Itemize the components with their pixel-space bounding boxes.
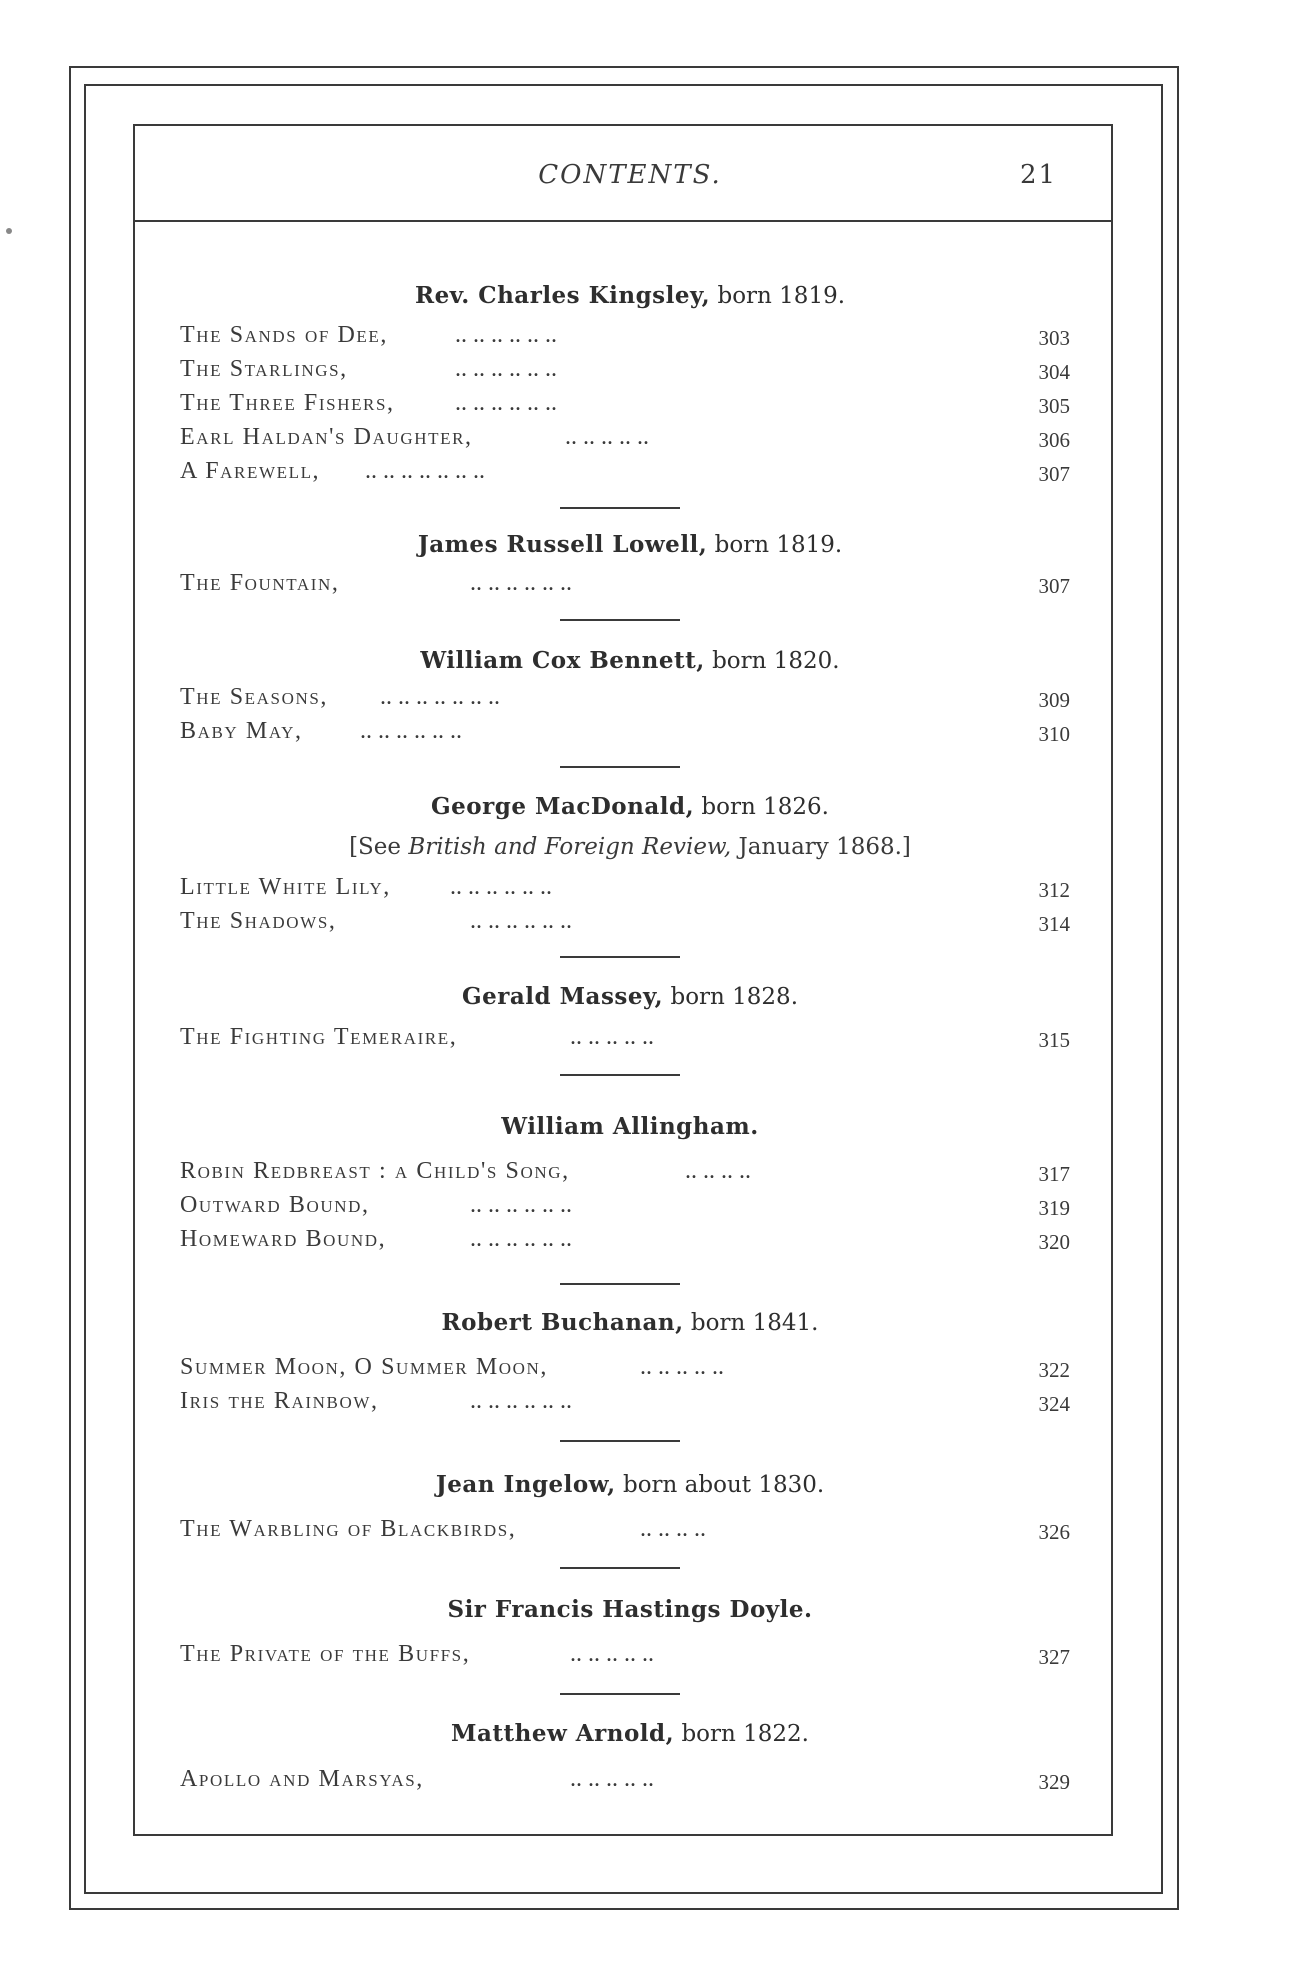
author-heading xyxy=(180,1596,1080,1623)
leader-dots: .. .. .. .. .. .. xyxy=(455,356,557,382)
author-born: born 1841. xyxy=(690,1310,819,1336)
leader-dots: .. .. .. .. .. .. xyxy=(360,718,462,744)
leader-dots: .. .. .. .. .. .. xyxy=(470,1388,572,1414)
entry-title: The Three Fishers, xyxy=(180,390,395,416)
section-rule xyxy=(560,1693,680,1695)
author-name: William Allingham. xyxy=(501,1113,759,1140)
entry-page: 314 xyxy=(1038,912,1070,936)
author-heading xyxy=(180,983,1080,1010)
entry-page: 322 xyxy=(1038,1358,1070,1382)
entry-title: Outward Bound, xyxy=(180,1192,370,1218)
entry-page: 324 xyxy=(1038,1392,1070,1416)
entry-title: The Fighting Temeraire, xyxy=(180,1024,458,1050)
entry-page: 305 xyxy=(1038,394,1070,418)
toc-entry[interactable] xyxy=(180,1226,1070,1256)
author-heading xyxy=(180,793,1080,820)
toc-entry[interactable] xyxy=(180,1192,1070,1222)
author-born: born 1828. xyxy=(670,984,799,1010)
author-name: James Russell Lowell, xyxy=(417,531,708,558)
entry-page: 320 xyxy=(1038,1230,1070,1254)
toc-entry[interactable] xyxy=(180,908,1070,938)
entry-page: 326 xyxy=(1038,1520,1070,1544)
leader-dots: .. .. .. .. xyxy=(685,1158,751,1184)
entry-title: Apollo and Marsyas, xyxy=(180,1766,424,1792)
entry-page: 307 xyxy=(1038,462,1070,486)
toc-entry[interactable] xyxy=(180,570,1070,600)
author-name: Rev. Charles Kingsley, xyxy=(414,282,711,309)
toc-entry[interactable] xyxy=(180,1641,1070,1671)
entry-page: 306 xyxy=(1038,428,1070,452)
section-rule xyxy=(560,1567,680,1569)
author-heading xyxy=(180,531,1080,558)
entry-page: 309 xyxy=(1038,688,1070,712)
toc-entry[interactable] xyxy=(180,874,1070,904)
author-born: born 1819. xyxy=(714,532,843,558)
author-name: Matthew Arnold, xyxy=(451,1720,675,1747)
leader-dots: .. .. .. .. .. xyxy=(565,424,649,450)
bibliographic-note xyxy=(180,834,1080,860)
author-name: Jean Ingelow, xyxy=(435,1471,616,1498)
author-name: Robert Buchanan, xyxy=(441,1309,684,1336)
leader-dots: .. .. .. .. .. xyxy=(640,1354,724,1380)
toc-entry[interactable] xyxy=(180,390,1070,420)
entry-page: 312 xyxy=(1038,878,1070,902)
author-born: born about 1830. xyxy=(622,1472,825,1498)
toc-entry[interactable] xyxy=(180,1024,1070,1054)
entry-title: Homeward Bound, xyxy=(180,1226,387,1252)
leader-dots: .. .. .. .. .. .. .. xyxy=(380,684,500,710)
section-rule xyxy=(560,619,680,621)
note-suffix: January 1868.] xyxy=(738,834,911,860)
leader-dots: .. .. .. .. xyxy=(640,1516,706,1542)
entry-page: 329 xyxy=(1038,1770,1070,1794)
section-rule xyxy=(560,1283,680,1285)
leader-dots: .. .. .. .. .. xyxy=(570,1641,654,1667)
header-rule xyxy=(133,220,1113,222)
entry-title: Summer Moon, O Summer Moon, xyxy=(180,1354,549,1380)
entry-page: 319 xyxy=(1038,1196,1070,1220)
toc-entry[interactable] xyxy=(180,1388,1070,1418)
author-born: born 1820. xyxy=(712,648,840,674)
section-rule xyxy=(560,766,680,768)
author-born: born 1819. xyxy=(717,283,846,309)
author-name: Sir Francis Hastings Doyle. xyxy=(447,1596,813,1623)
entry-title: The Sands of Dee, xyxy=(180,322,388,348)
toc-entry[interactable] xyxy=(180,1766,1070,1796)
author-name: Gerald Massey, xyxy=(461,983,664,1010)
author-name: George MacDonald, xyxy=(431,793,695,820)
leader-dots: .. .. .. .. .. .. xyxy=(450,874,552,900)
entry-title: The Shadows, xyxy=(180,908,337,934)
author-heading xyxy=(180,1471,1080,1498)
toc-entry[interactable] xyxy=(180,458,1070,488)
entry-title: Robin Redbreast : a Child's Song, xyxy=(180,1158,570,1184)
running-title: CONTENTS. xyxy=(538,160,722,190)
entry-page: 310 xyxy=(1038,722,1070,746)
entry-page: 317 xyxy=(1038,1162,1070,1186)
section-rule xyxy=(560,956,680,958)
leader-dots: .. .. .. .. .. .. xyxy=(470,908,572,934)
leader-dots: .. .. .. .. .. .. .. xyxy=(365,458,485,484)
note-publication: British and Foreign Review, xyxy=(408,834,732,860)
toc-entry[interactable] xyxy=(180,322,1070,352)
toc-entry[interactable] xyxy=(180,718,1070,748)
section-rule xyxy=(560,1440,680,1442)
toc-entry[interactable] xyxy=(180,684,1070,714)
margin-mark xyxy=(6,228,12,234)
entry-title: The Warbling of Blackbirds, xyxy=(180,1516,517,1542)
author-heading xyxy=(180,1113,1080,1140)
author-heading xyxy=(180,647,1080,674)
entry-title: The Fountain, xyxy=(180,570,340,596)
author-born: born 1822. xyxy=(681,1721,809,1747)
leader-dots: .. .. .. .. .. xyxy=(570,1024,654,1050)
author-born: born 1826. xyxy=(701,794,829,820)
toc-entry[interactable] xyxy=(180,1158,1070,1188)
entry-title: The Starlings, xyxy=(180,356,348,382)
page-number: 21 xyxy=(1020,160,1058,190)
author-heading xyxy=(180,1720,1080,1747)
entry-title: Little White Lily, xyxy=(180,874,391,900)
entry-title: Baby May, xyxy=(180,718,303,744)
leader-dots: .. .. .. .. .. .. xyxy=(470,1226,572,1252)
toc-entry[interactable] xyxy=(180,424,1070,454)
leader-dots: .. .. .. .. .. .. xyxy=(455,390,557,416)
entry-title: The Private of the Buffs, xyxy=(180,1641,471,1667)
entry-title: Earl Haldan's Daughter, xyxy=(180,424,473,450)
entry-title: A Farewell, xyxy=(180,458,321,484)
leader-dots: .. .. .. .. .. .. xyxy=(455,322,557,348)
author-name: William Cox Bennett, xyxy=(420,647,705,674)
entry-page: 315 xyxy=(1038,1028,1070,1052)
entry-page: 327 xyxy=(1038,1645,1070,1669)
entry-page: 307 xyxy=(1038,574,1070,598)
author-heading xyxy=(180,282,1080,309)
leader-dots: .. .. .. .. .. .. xyxy=(470,1192,572,1218)
entry-title: The Seasons, xyxy=(180,684,328,710)
entry-page: 303 xyxy=(1038,326,1070,350)
note-prefix: [See xyxy=(349,834,402,860)
section-rule xyxy=(560,507,680,509)
toc-entry[interactable] xyxy=(180,1354,1070,1384)
entry-title: Iris the Rainbow, xyxy=(180,1388,379,1414)
toc-entry[interactable] xyxy=(180,1516,1070,1546)
toc-entry[interactable] xyxy=(180,356,1070,386)
leader-dots: .. .. .. .. .. .. xyxy=(470,570,572,596)
leader-dots: .. .. .. .. .. xyxy=(570,1766,654,1792)
section-rule xyxy=(560,1074,680,1076)
author-heading xyxy=(180,1309,1080,1336)
entry-page: 304 xyxy=(1038,360,1070,384)
